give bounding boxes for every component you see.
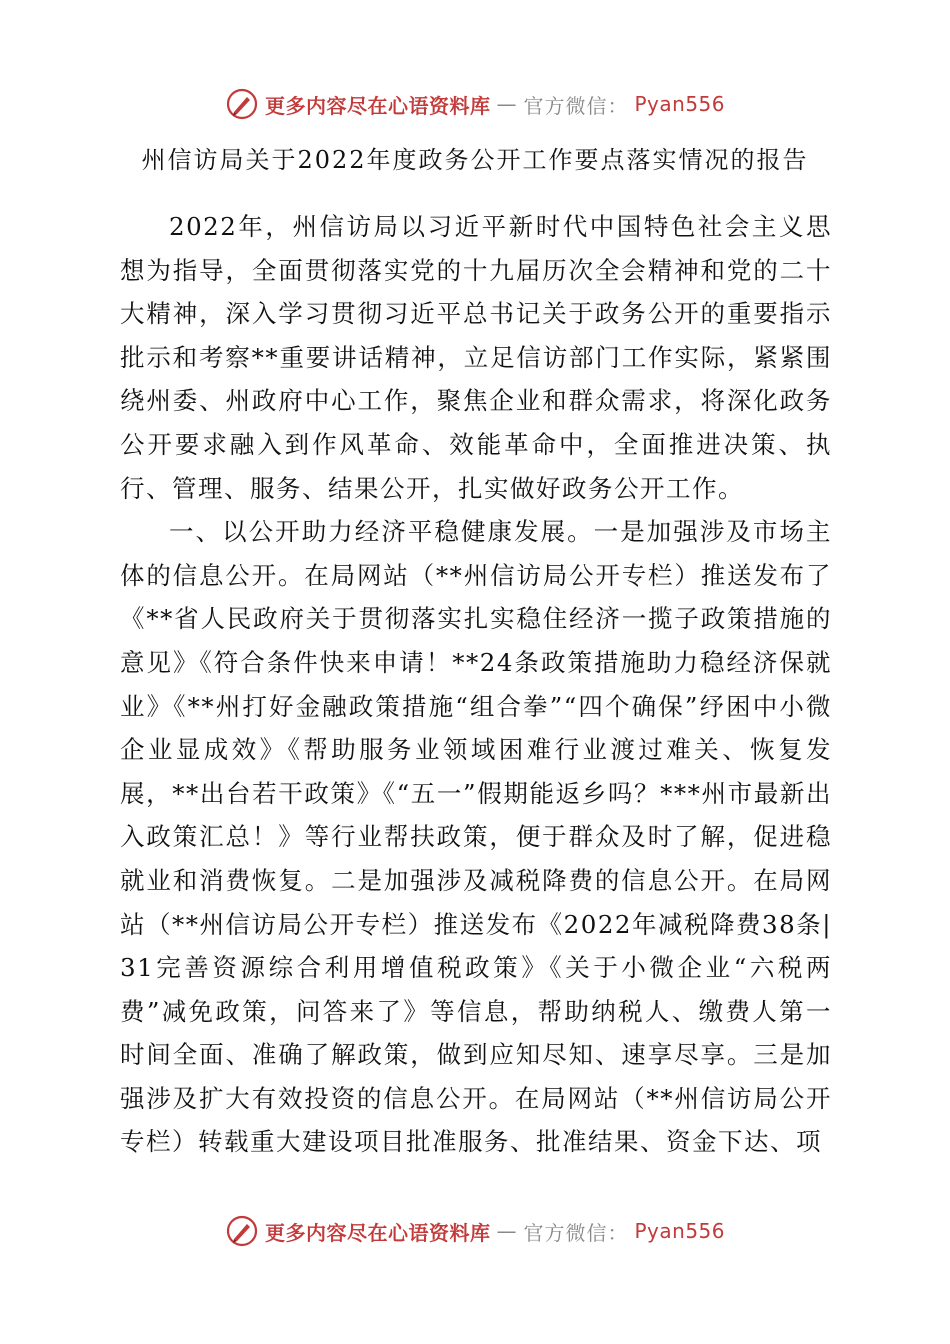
watermark-dash: — [496,92,518,116]
paragraph-section-1: 一、以公开助力经济平稳健康发展。一是加强涉及市场主体的信息公开。在局网站（**州信访局公开专栏）推送发布了《**省人民政府关于贯彻落实扎实稳住经济一揽子政策措施的意见》《符合条件快来申请！**24条政策措施助力稳经济保就业》《**州打好金融政策措施“组合拳”“四个确保”纾困中小微企业显成效》《帮助服务业领域困难行业渡过难关、恢复发展，**出台若干政策》《“五一”假期能返乡吗？***州市最新出入政策汇总！》等行业帮扶政策，便于群众及时了解，促进稳就业和消费恢复。二是加强涉及减税降费的信息公开。在局网站（**州信访局公开专栏）推送发布《2022年减税降费38条|31完善资源综合利用增值税政策》《关于小微企业“六税两费”减免政策，问答来了》等信息，帮助纳税人、缴费人第一时间全面、准确了解政策，做到应知尽知、速享尽享。三是加强涉及扩大有效投资的信息公开。在局网站（**州信访局公开专栏）转载重大建设项目批准服务、批准结果、资金下达、项 [120,517,832,1157]
pen-logo-icon [225,1214,259,1248]
pen-logo-icon [225,87,259,121]
watermark-wechat-id: Pyan556 [634,1219,725,1243]
document-body [120,205,832,1164]
paragraph-intro: 2022年，州信访局以习近平新时代中国特色社会主义思想为指导，全面贯彻落实党的十九届历次全会精神和党的二十大精神，深入学习贯彻习近平总书记关于政务公开的重要指示批示和考察**重要讲话精神，立足信访部门工作实际，紧紧围绕州委、州政府中心工作，聚焦企业和群众需求，将深化政务公开要求融入到作风革命、效能革命中，全面推进决策、执行、管理、服务、结果公开，扎实做好政务公开工作。 [120,212,832,503]
watermark-wechat-id: Pyan556 [634,92,725,116]
watermark-subtext: 官方微信： [523,1220,629,1245]
watermark-header [0,84,950,124]
watermark-dash: — [496,1219,518,1243]
watermark-text: 更多内容尽在心语资料库 [264,1220,491,1245]
document-title: 州信访局关于2022年度政务公开工作要点落实情况的报告 [141,146,809,174]
watermark-text: 更多内容尽在心语资料库 [264,93,491,118]
watermark-footer [0,1211,950,1251]
watermark-subtext: 官方微信： [523,93,629,118]
